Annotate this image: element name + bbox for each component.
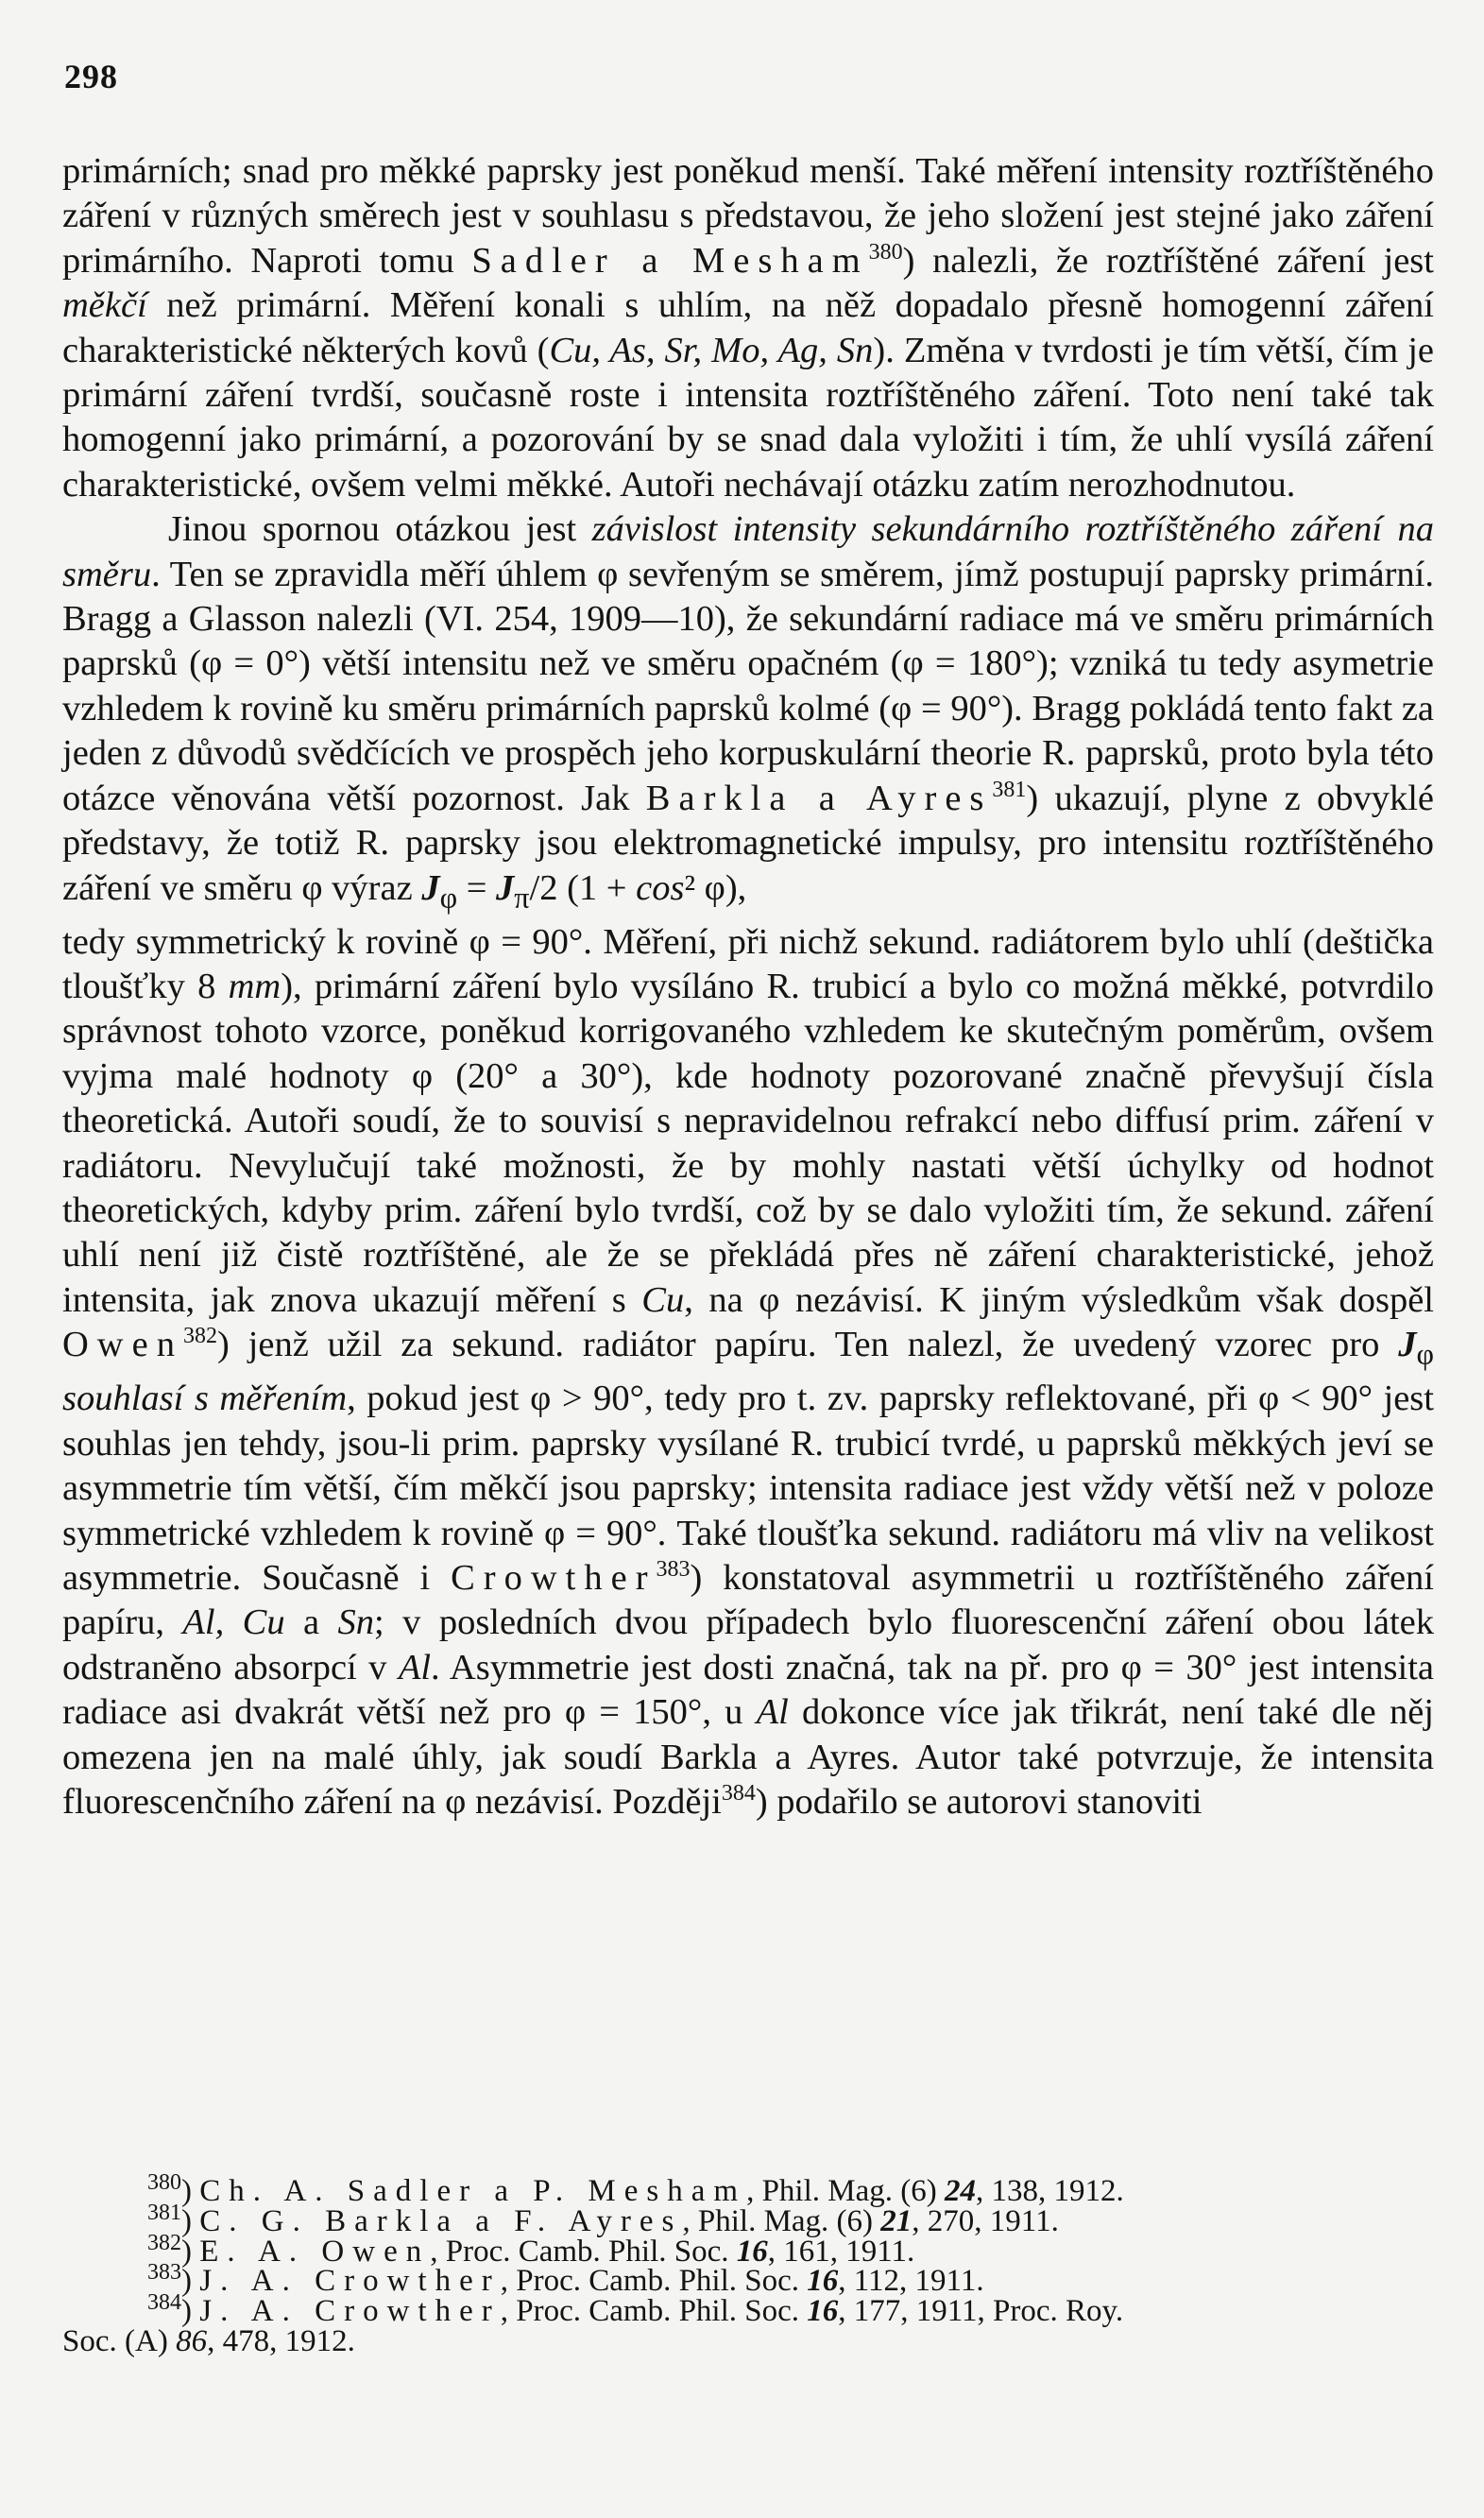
footnote-ref[interactable]: 381	[992, 777, 1027, 802]
element-list: Al, Cu	[182, 1602, 285, 1643]
footnote-ref[interactable]: 380	[868, 239, 903, 265]
text-run: ; v posledních dvou případech bylo fluorescenční záření obou látek odstraněno absorpcí v	[62, 1602, 1434, 1687]
formula-symbol: J	[496, 867, 515, 908]
formula-subscript: φ	[1416, 1336, 1434, 1371]
text-run: . Ten se zpravidla měří úhlem φ sevřeným se směrem, jímž postupují paprsky primární. Bragg a Glasson nalezli (VI. 254, 1909—10), že sekundární radiace má ve směru primárních paprsků (φ = 0°) větší intensitu než ve směru opačném (φ = 180°); vzniká tu tedy asymetrie vzhledem k rovině ku směru primárních paprsků kolmé (φ = 90°). Bragg pokládá tento fakt za jeden z důvodů svědčících ve prospěch jeho korpuskulární theorie R. paprsků, proto byla této otázce věnována větší pozornost. Jak	[62, 554, 1434, 818]
formula-symbol: J	[421, 867, 440, 908]
element: Cu	[641, 1279, 685, 1320]
text-run: , pokud jest φ > 90°, tedy pro t. zv. paprsky reflektované, při φ < 90° jest souhlas jen tehdy, jsou-li prim. paprsky vysílané R. trubicí tvrdé, u paprsků měkkých jeví se asymmetrie tím větší, čím měkčí jsou paprsky; intensita radiace jest vždy větší než v poloze symmetrické vzhledem k rovině φ = 90°. Také tloušťka sekund. radiátoru má vliv na velikost asymmetrie. Současně i	[62, 1379, 1434, 1598]
author-name: Barkla a Ayres	[645, 778, 993, 818]
footnote-source: Proc. Camb. Phil. Soc.	[516, 2264, 808, 2299]
footnote-number: 381	[147, 2200, 181, 2225]
footnote-pages: , 112, 1911.	[838, 2264, 984, 2299]
unit: mm	[228, 967, 281, 1006]
footnote-authors: J. A. Crowther	[199, 2264, 501, 2299]
element: Al	[756, 1692, 789, 1733]
footnote-volume: 24	[945, 2174, 976, 2208]
footnote-pages: , 478, 1912.	[207, 2323, 355, 2358]
footnote-source: Phil. Mag. (6)	[697, 2203, 881, 2238]
emphasis: závislost intensity sekundárního roztříštěného záření na směru	[62, 509, 1434, 594]
footnote-continuation	[62, 2323, 1432, 2358]
formula-op: (1 +	[557, 867, 637, 908]
footnote-volume: 16	[736, 2234, 768, 2269]
formula-divisor: /2	[529, 867, 558, 908]
emphasis: měkčí	[62, 285, 147, 326]
footnote-pages: , 138, 1912.	[976, 2174, 1124, 2208]
footnote-volume: 86	[176, 2323, 208, 2358]
text-run: než primární. Měření konali s uhlím, na něž dopadalo přesně homogenní záření charakteristické některých kovů (	[62, 285, 1434, 370]
formula-func: cos	[636, 867, 685, 908]
text-run: . Asymmetrie jest dosti značná, tak na př. pro φ = 30° jest intensita radiace asi dvakrát větší než pro φ = 150°, u	[62, 1647, 1435, 1733]
emphasis: souhlasí s měřením	[62, 1379, 348, 1419]
text-run: a	[284, 1602, 338, 1643]
footnote-source: Proc. Camb. Phil. Soc.	[445, 2234, 737, 2269]
text-run: ) konstatoval asymmetrii u roztříštěného záření papíru,	[62, 1557, 1434, 1643]
text-run: tedy symmetrický k rovině φ = 90°. Měření, při nichž sekund. radiátorem bylo uhlí (deštička tloušťky 8	[62, 921, 1434, 1006]
footnote: $^{381}$) C. G. Barkla a F. Ayres, Phil. Mag. (6) 21, 270, 1911.	[147, 2200, 1059, 2238]
footnote-volume: 16	[807, 2264, 839, 2299]
footnote-number: 384	[147, 2290, 181, 2316]
footnote-source: Phil. Mag. (6)	[761, 2174, 945, 2208]
body-text	[62, 149, 1434, 1824]
text-run: Jinou spornou otázkou jest	[168, 509, 592, 550]
footnote: $^{383}$) J. A. Crowther, Proc. Camb. Phil. Soc. 16, 112, 1911.	[147, 2260, 984, 2299]
paragraph-1	[62, 149, 1434, 507]
text-run: , na φ nezávisí. K jiným výsledkům však dospěl	[684, 1279, 1434, 1320]
footnote-source: Proc. Camb. Phil. Soc.	[516, 2294, 808, 2329]
footnote-ref[interactable]: 384	[721, 1781, 756, 1807]
footnote-ref[interactable]: 382	[182, 1324, 217, 1349]
formula-subscript: φ	[439, 880, 458, 915]
formula-symbol: J	[1398, 1325, 1417, 1365]
formula	[421, 867, 747, 915]
text-run: ). Změna v tvrdosti je tím větší, čím je primární záření tvrdší, současně roste i intensita roztříštěného záření. Toto není také tak homogenní jako primární, a pozorování by se snad dala vyložiti i tím, že uhlí vysílá záření charakteristické, ovšem velmi měkké. Autoři nechávají otázku zatím nerozhodnutou.	[62, 330, 1434, 505]
text-run: ) podařilo se autorovi stanoviti	[755, 1782, 1203, 1822]
author-name: Sadler a Mesham	[471, 240, 869, 281]
footnote-ref[interactable]: 383	[656, 1557, 691, 1583]
footnotes	[62, 2170, 1432, 2358]
paragraph-2	[62, 507, 1434, 919]
footnote-volume: 21	[880, 2203, 913, 2238]
footnote: $^{382}$) E. A. Owen, Proc. Camb. Phil. Soc. 16, 161, 1911.	[147, 2230, 915, 2269]
footnote-volume: 16	[807, 2294, 839, 2329]
footnote: $^{380}$) Ch. A. Sadler a P. Mesham, Phil. Mag. (6) 24, 138, 1912.	[147, 2170, 1124, 2208]
footnote: $^{384}$) J. A. Crowther, Proc. Camb. Phil. Soc. 16, 177, 1911, Proc. Roy.	[147, 2290, 1124, 2329]
element-list: Cu, As, Sr, Mo, Ag, Sn	[549, 330, 874, 370]
footnote-authors: E. A. Owen	[199, 2234, 431, 2269]
text-run: dokonce více jak třikrát, není také dle něj omezena jen na malé úhly, jak soudí Barkla a Ayres. Autor také potvrzuje, že intensita fluorescenčního záření na φ nezávisí. Později	[62, 1692, 1434, 1822]
footnote-pages: , 161, 1911.	[767, 2234, 915, 2269]
footnote-authors: C. G. Barkla a F. Ayres	[199, 2203, 683, 2238]
author-name: Owen	[62, 1325, 183, 1365]
page-number: 298	[64, 58, 118, 95]
footnote-authors: J. A. Crowther	[199, 2294, 501, 2329]
text-run: primárních; snad pro měkké paprsky jest poněkud menší. Také měření intensity roztříštěného záření v různých směrech jest v souhlasu s představou, že jeho složení jest stejné jako záření primárního. Naproti tomu	[62, 151, 1434, 281]
formula-op: =	[457, 867, 497, 908]
footnote-number: 383	[147, 2260, 181, 2286]
footnote-source: Soc. (A)	[62, 2323, 177, 2358]
text-run: ) ukazují, plyne z obvyklé představy, že totiž R. paprsky jsou elektromagnetické impulsy, pro intensitu roztříštěného záření ve směru φ výraz	[62, 778, 1434, 908]
footnote-pages: , 177, 1911, Proc. Roy.	[838, 2294, 1124, 2329]
footnote-number: 380	[147, 2170, 181, 2195]
formula-op: ² φ),	[684, 867, 747, 908]
footnote-authors: Ch. A. Sadler a P. Mesham	[199, 2174, 747, 2208]
text-run: ), primární záření bylo vysíláno R. trubicí a bylo co možná měkké, potvrdilo správnost tohoto vzorce, poněkud korrigovaného vzhledem ke skutečným poměrům, ovšem vyjma malé hodnoty φ (20° a 30°), kde hodnoty pozorované značně převyšují čísla theoretická. Autoři soudí, že to souvisí s nepravidelnou refrakcí nebo diffusí prim. záření v radiátoru. Nevylučují také možnosti, že by mohly nastati větší úchylky od hodnot theoretických, kdyby prim. záření bylo tvrdší, což by se dalo vyložiti tím, že sekund. záření uhlí není již čistě roztříštěné, ale že se překládá přes ně záření charakteristické, jehož intensita, jak znova ukazují měření s	[62, 967, 1435, 1320]
element: Al	[398, 1647, 432, 1687]
author-name: Crowther	[451, 1557, 657, 1598]
formula-subscript: π	[514, 880, 530, 915]
text-run: ) nalezli, že roztříštěné záření jest	[902, 240, 1434, 281]
text-run: ) jenž užil za sekund. radiátor papíru. Ten nalezl, že uvedený vzorec pro	[216, 1325, 1399, 1365]
footnote-pages: , 270, 1911.	[912, 2203, 1059, 2238]
paragraph-2-continued	[62, 920, 1434, 1825]
element: Sn	[337, 1602, 375, 1643]
footnote-number: 382	[147, 2230, 181, 2255]
